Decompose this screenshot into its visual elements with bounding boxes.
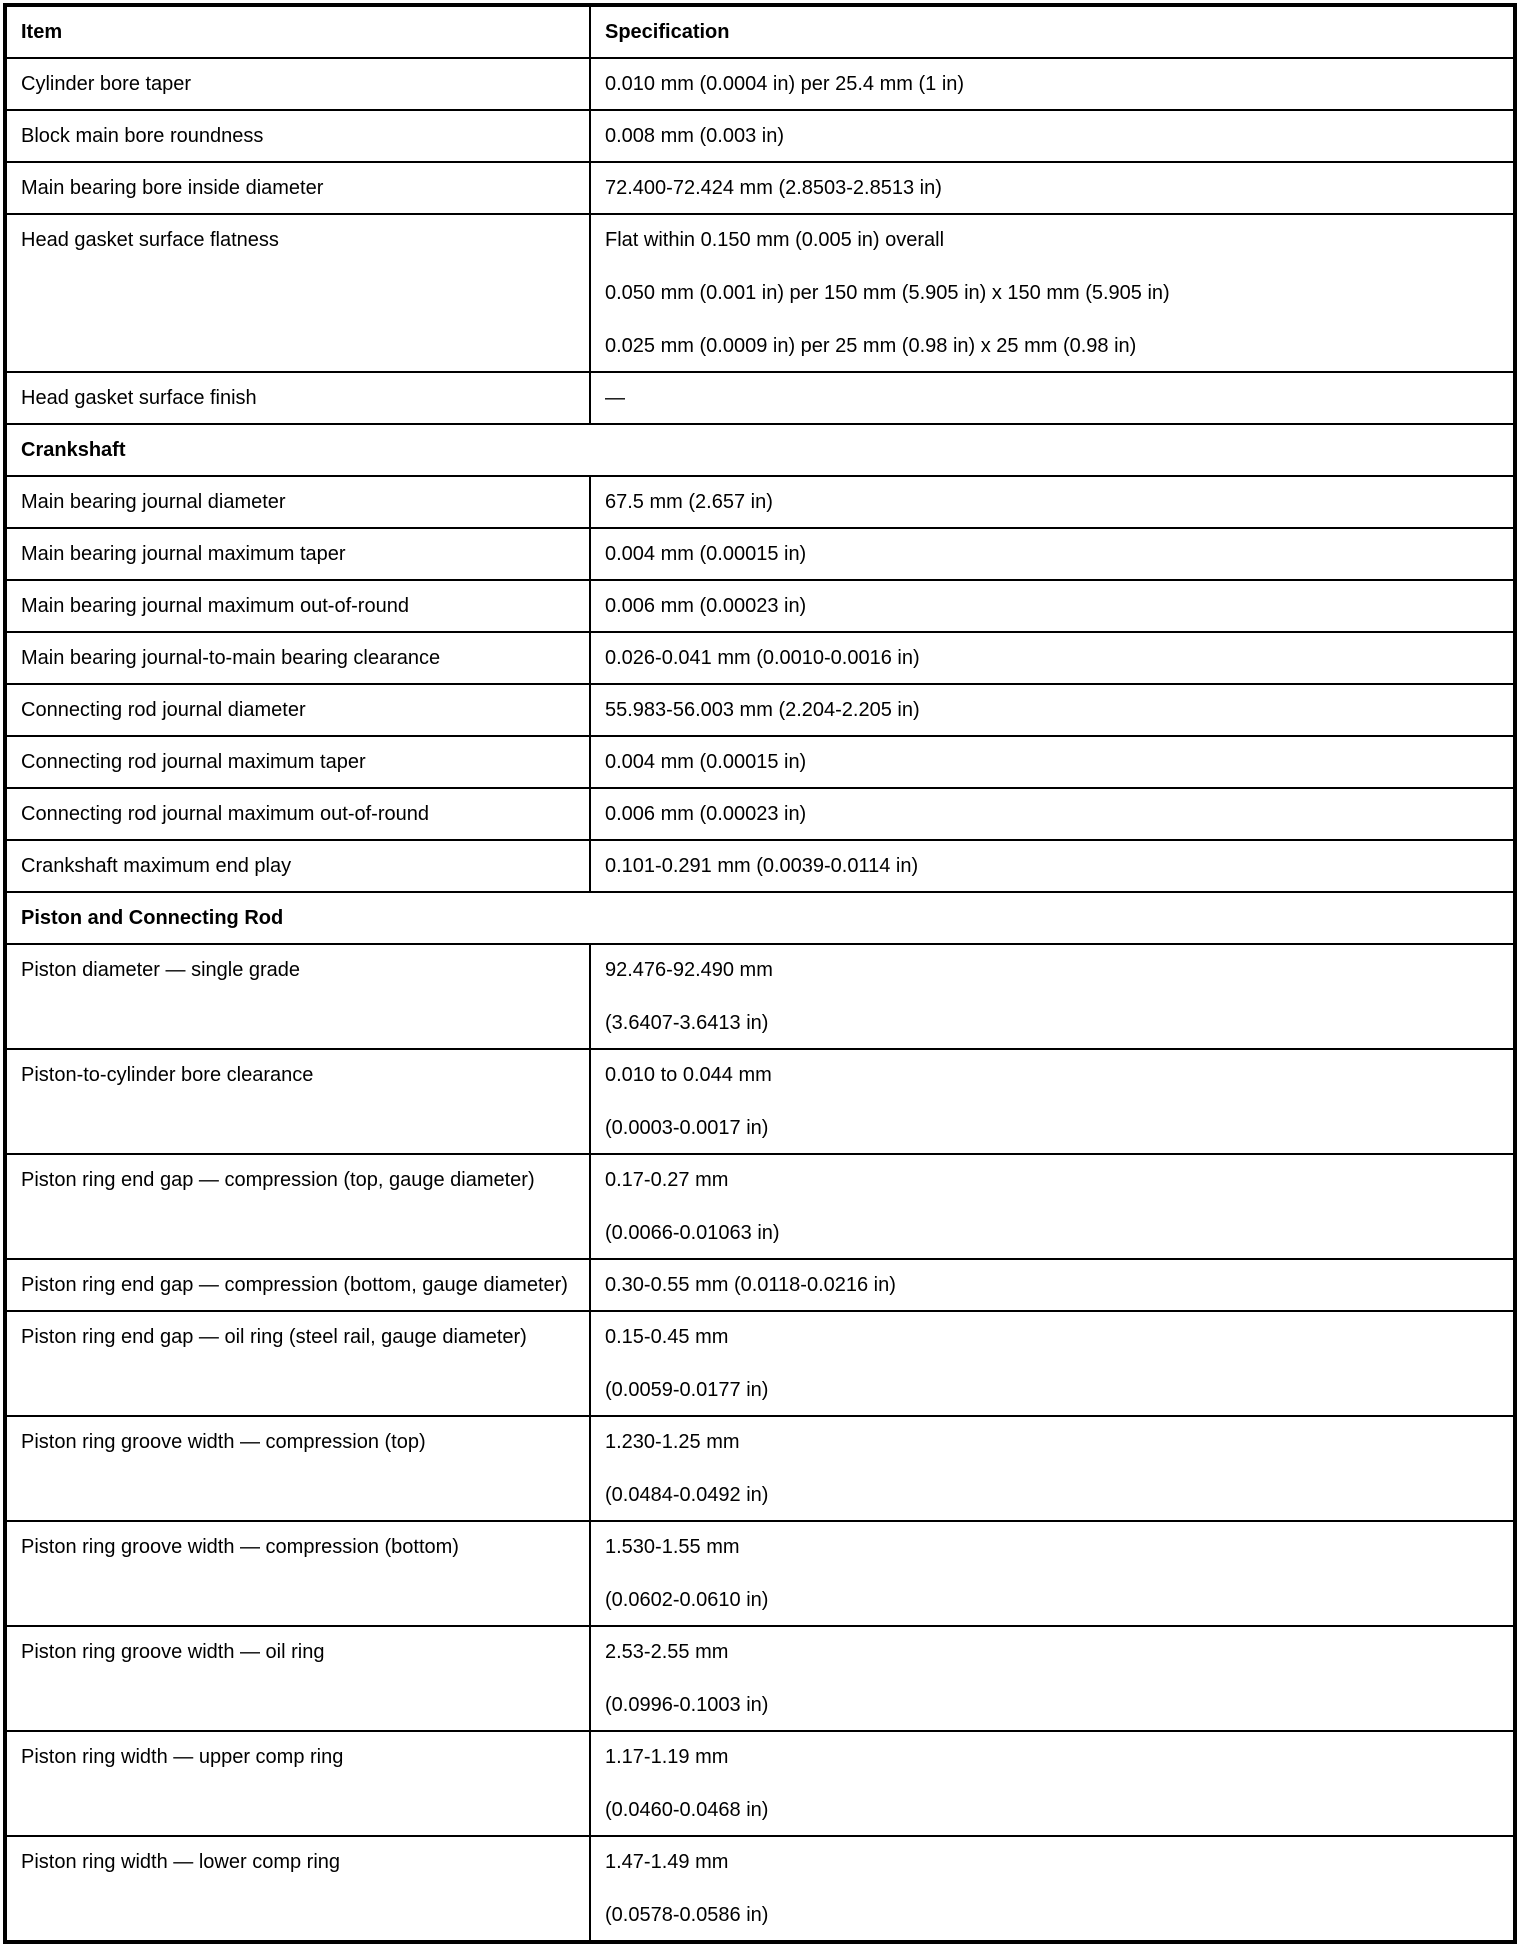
- item-cell: Block main bore roundness: [5, 110, 590, 162]
- spec-cell: 0.010 to 0.044 mm (0.0003-0.0017 in): [590, 1049, 1515, 1154]
- spec-cell: Flat within 0.150 mm (0.005 in) overall 0.050 mm (0.001 in) per 150 mm (5.905 in) x 150 mm (5.905 in) 0.025 mm (0.0009 in) per 25 mm (0.98 in) x 25 mm (0.98 in): [590, 214, 1515, 372]
- engine-specification-table: [3, 3, 1517, 1944]
- table-row: [5, 1836, 1515, 1942]
- section-row: [5, 424, 1515, 476]
- item-cell: Piston diameter — single grade: [5, 944, 590, 1049]
- spec-cell: 1.230-1.25 mm (0.0484-0.0492 in): [590, 1416, 1515, 1521]
- spec-cell: 0.15-0.45 mm (0.0059-0.0177 in): [590, 1311, 1515, 1416]
- table-row: [5, 162, 1515, 214]
- item-cell: Piston ring end gap — oil ring (steel rail, gauge diameter): [5, 1311, 590, 1416]
- item-cell: Head gasket surface flatness: [5, 214, 590, 372]
- item-cell: Head gasket surface finish: [5, 372, 590, 424]
- item-cell: Main bearing journal maximum taper: [5, 528, 590, 580]
- item-cell: Piston ring width — upper comp ring: [5, 1731, 590, 1836]
- item-cell: Piston ring width — lower comp ring: [5, 1836, 590, 1942]
- spec-cell: 55.983-56.003 mm (2.204-2.205 in): [590, 684, 1515, 736]
- section-title: Crankshaft: [5, 424, 1515, 476]
- table-header-row: [5, 5, 1515, 58]
- spec-cell: 0.101-0.291 mm (0.0039-0.0114 in): [590, 840, 1515, 892]
- spec-cell: 0.006 mm (0.00023 in): [590, 788, 1515, 840]
- table-row: [5, 580, 1515, 632]
- item-cell: Cylinder bore taper: [5, 58, 590, 110]
- item-cell: Piston ring groove width — compression (bottom): [5, 1521, 590, 1626]
- table-row: [5, 1416, 1515, 1521]
- table-row: [5, 1259, 1515, 1311]
- spec-cell: 2.53-2.55 mm (0.0996-0.1003 in): [590, 1626, 1515, 1731]
- table-row: [5, 528, 1515, 580]
- table-row: [5, 736, 1515, 788]
- table-row: [5, 1731, 1515, 1836]
- spec-cell: 0.006 mm (0.00023 in): [590, 580, 1515, 632]
- item-cell: Main bearing journal diameter: [5, 476, 590, 528]
- table-row: [5, 684, 1515, 736]
- table-row: [5, 110, 1515, 162]
- item-cell: Connecting rod journal maximum out-of-round: [5, 788, 590, 840]
- table-row: [5, 632, 1515, 684]
- spec-cell: —: [590, 372, 1515, 424]
- column-header-item: Item: [5, 5, 590, 58]
- spec-cell: 0.30-0.55 mm (0.0118-0.0216 in): [590, 1259, 1515, 1311]
- spec-cell: 92.476-92.490 mm (3.6407-3.6413 in): [590, 944, 1515, 1049]
- spec-table-body: [5, 58, 1515, 1942]
- item-cell: Main bearing bore inside diameter: [5, 162, 590, 214]
- spec-cell: 0.004 mm (0.00015 in): [590, 528, 1515, 580]
- item-cell: Piston ring groove width — oil ring: [5, 1626, 590, 1731]
- table-row: [5, 1311, 1515, 1416]
- table-row: [5, 214, 1515, 372]
- table-row: [5, 840, 1515, 892]
- spec-cell: 0.010 mm (0.0004 in) per 25.4 mm (1 in): [590, 58, 1515, 110]
- item-cell: Main bearing journal-to-main bearing clearance: [5, 632, 590, 684]
- item-cell: Piston ring groove width — compression (top): [5, 1416, 590, 1521]
- item-cell: Connecting rod journal maximum taper: [5, 736, 590, 788]
- table-row: [5, 1626, 1515, 1731]
- item-cell: Piston-to-cylinder bore clearance: [5, 1049, 590, 1154]
- spec-cell: 67.5 mm (2.657 in): [590, 476, 1515, 528]
- spec-cell: 0.004 mm (0.00015 in): [590, 736, 1515, 788]
- table-row: [5, 1049, 1515, 1154]
- table-row: [5, 372, 1515, 424]
- item-cell: Connecting rod journal diameter: [5, 684, 590, 736]
- spec-cell: 1.530-1.55 mm (0.0602-0.0610 in): [590, 1521, 1515, 1626]
- spec-cell: 0.026-0.041 mm (0.0010-0.0016 in): [590, 632, 1515, 684]
- spec-cell: 72.400-72.424 mm (2.8503-2.8513 in): [590, 162, 1515, 214]
- table-row: [5, 944, 1515, 1049]
- spec-cell: 0.008 mm (0.003 in): [590, 110, 1515, 162]
- table-row: [5, 58, 1515, 110]
- section-title: Piston and Connecting Rod: [5, 892, 1515, 944]
- table-row: [5, 476, 1515, 528]
- table-row: [5, 788, 1515, 840]
- item-cell: Piston ring end gap — compression (bottom, gauge diameter): [5, 1259, 590, 1311]
- section-row: [5, 892, 1515, 944]
- item-cell: Main bearing journal maximum out-of-round: [5, 580, 590, 632]
- table-row: [5, 1521, 1515, 1626]
- spec-cell: 0.17-0.27 mm (0.0066-0.01063 in): [590, 1154, 1515, 1259]
- column-header-specification: Specification: [590, 5, 1515, 58]
- spec-cell: 1.47-1.49 mm (0.0578-0.0586 in): [590, 1836, 1515, 1942]
- spec-cell: 1.17-1.19 mm (0.0460-0.0468 in): [590, 1731, 1515, 1836]
- table-row: [5, 1154, 1515, 1259]
- item-cell: Piston ring end gap — compression (top, gauge diameter): [5, 1154, 590, 1259]
- item-cell: Crankshaft maximum end play: [5, 840, 590, 892]
